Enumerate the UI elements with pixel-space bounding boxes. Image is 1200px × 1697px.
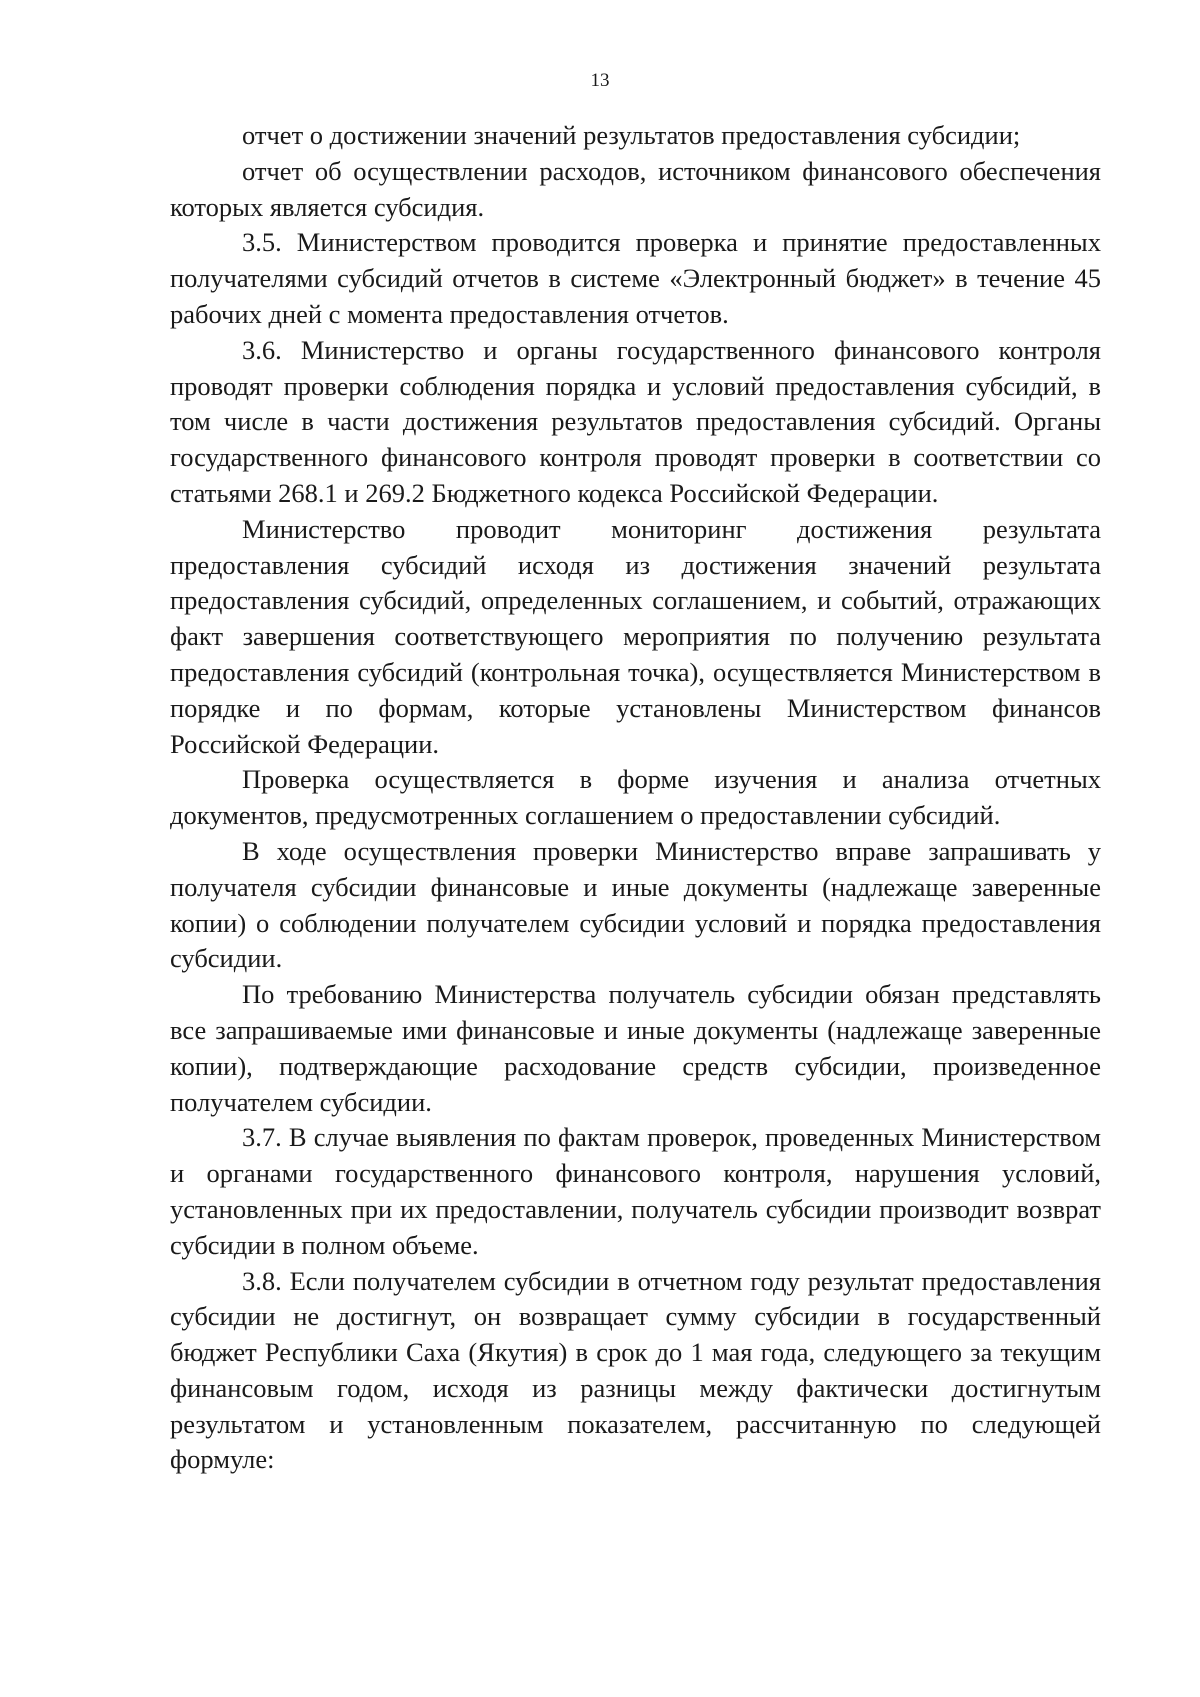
paragraph-report-expenses: отчет об осуществлении расходов, источником финансового обеспечения которых является субсидия. (170, 155, 1101, 222)
paragraph-3-8: 3.8. Если получателем субсидии в отчетном году результат предоставления субсидии не достигнут, он возвращает сумму субсидии в государственный бюджет Республики Саха (Якутия) в срок до 1 мая года, следующего за текущим финансовым годом, исходя из разницы между фактически достигнутым результатом и установленным показателем, рассчитанную по следующей формуле: (170, 1265, 1101, 1475)
paragraph-3-5: 3.5. Министерством проводится проверка и принятие предоставленных получателями субсидий отчетов в системе «Электронный бюджет» в течение 45 рабочих дней с момента предоставления отчетов. (170, 227, 1101, 329)
paragraph-monitoring: Министерство проводит мониторинг достижения результата предоставления субсидий исходя из достижения значений результата предоставления субсидий, определенных соглашением, и событий, отражающих факт завершения соответствующего мероприятия по получению результата предоставления субсидий (контрольная точка), осуществляется Министерством в порядке и по формам, которые установлены Министерством финансов Российской Федерации. (170, 513, 1101, 759)
paragraph-ministry-requirement: По требованию Министерства получатель субсидии обязан представлять все запрашиваемые ими финансовые и иные документы (надлежаще заверенные копии), подтверждающие расходование средств субсидии, произведенное получателем субсидии. (170, 979, 1101, 1117)
paragraph-3-6: 3.6. Министерство и органы государственного финансового контроля проводят проверки соблюдения порядка и условий предоставления субсидий, в том числе в части достижения результатов предоставления субсидий. Органы государственного финансового контроля проводят проверки в соответствии со статьями 268.1 и 269.2 Бюджетного кодекса Российской Федерации. (170, 334, 1101, 508)
document-body (170, 118, 1101, 1478)
paragraph-document-request: В ходе осуществления проверки Министерство вправе запрашивать у получателя субсидии финансовые и иные документы (надлежаще заверенные копии) о соблюдении получателем субсидии условий и порядка предоставления субсидии. (170, 835, 1101, 974)
paragraph-3-7: 3.7. В случае выявления по фактам проверок, проведенных Министерством и органами государственного финансового контроля, нарушения условий, установленных при их предоставлении, получатель субсидии производит возврат субсидии в полном объеме. (170, 1122, 1101, 1260)
page-number: 13 (590, 70, 610, 91)
paragraph-report-results: отчет о достижении значений результатов предоставления субсидии; (242, 120, 1021, 150)
paragraph-inspection-form: Проверка осуществляется в форме изучения и анализа отчетных документов, предусмотренных соглашением о предоставлении субсидий. (170, 764, 1101, 831)
